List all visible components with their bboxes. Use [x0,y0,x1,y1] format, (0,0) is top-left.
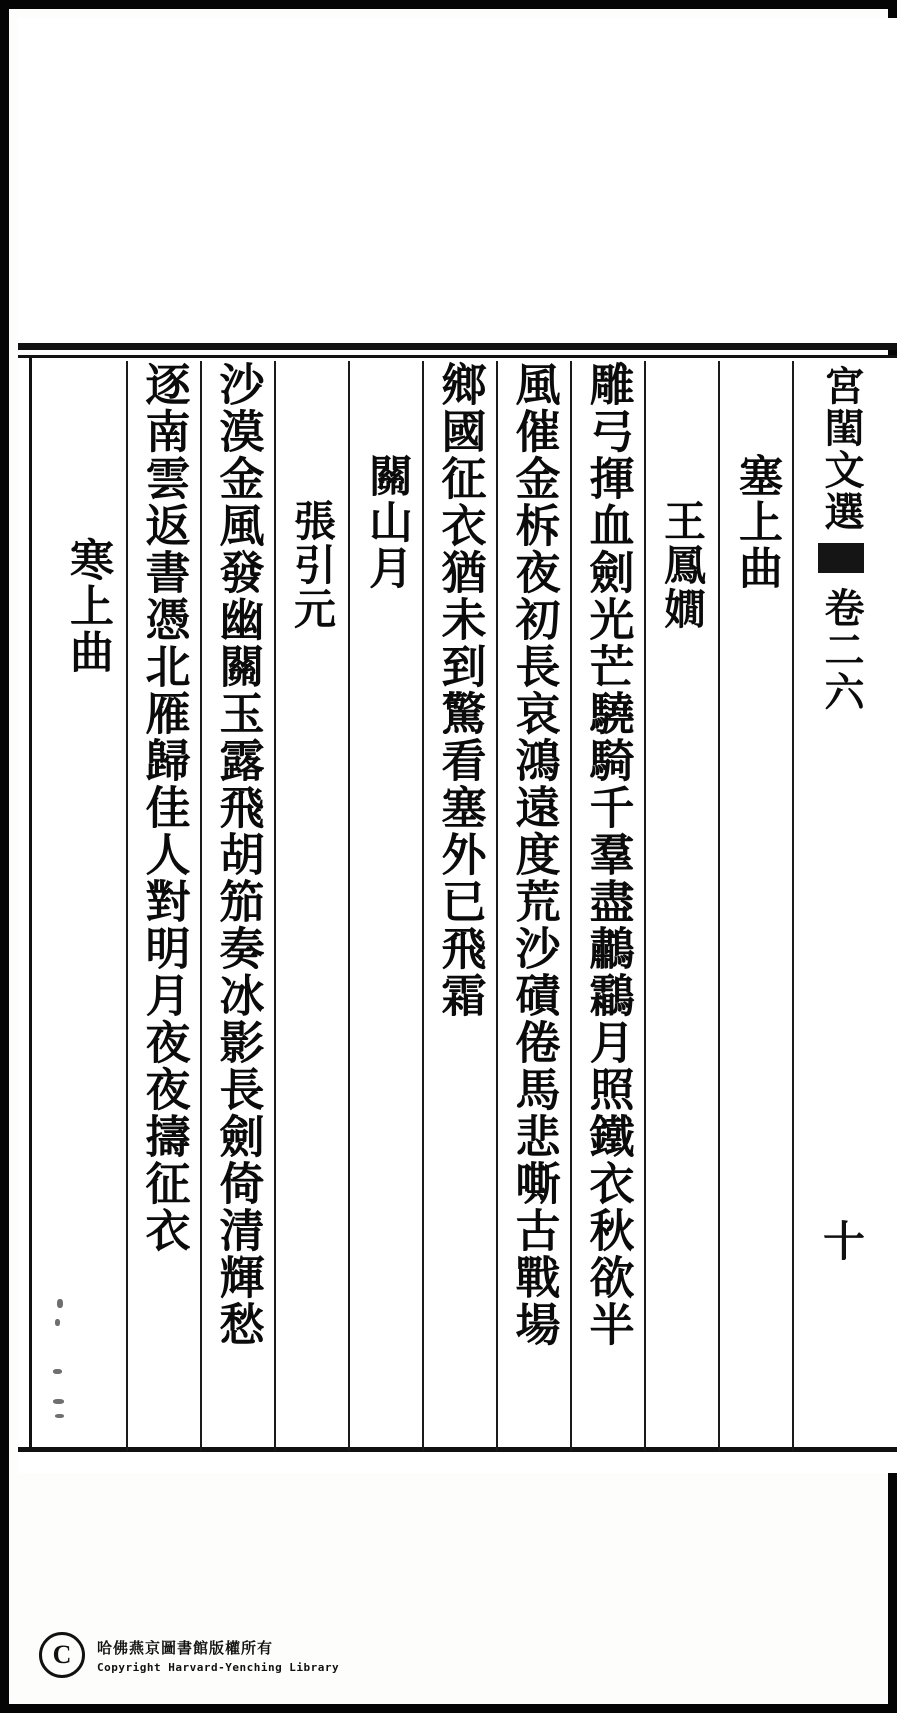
column-verse-2 [496,361,570,1451]
author-name-text: 王鳳嫺 [658,499,707,631]
copyright-en-text: Copyright Harvard-Yenching Library [97,1660,340,1674]
column-verse-4 [200,361,274,1451]
column-verse-1 [570,361,644,1451]
verse-line-text: 風催金柝夜初長哀鴻遠度荒沙磧倦馬悲嘶古戰場 [507,361,561,1348]
poem-title-text: 關山月 [361,453,412,591]
paper-speck [55,1414,64,1418]
paper-speck [57,1299,63,1308]
column-author-1 [644,361,718,1451]
banxin-spine-column [792,361,888,1451]
author-name-text: 張引元 [288,499,337,631]
paper-speck [55,1319,60,1326]
verse-line-text: 雕弓揮血劍光芒驍騎千羣盡鷫鸘月照鐵衣秋欲半 [581,361,635,1348]
column-author-2 [274,361,348,1451]
column-poem-title-1 [718,361,792,1451]
library-copyright-stamp [39,1632,339,1678]
page-top-margin [18,18,897,343]
paper-speck [53,1369,62,1374]
column-verse-3 [422,361,496,1451]
verse-line-text: 鄉國征衣猶未到驚看塞外已飛霜 [433,361,487,1019]
verse-line-text: 沙漠金風發幽關玉露飛胡笳奏冰影長劍倚清輝愁 [211,361,265,1348]
column-verse-5 [126,361,200,1451]
copyright-cjk-text: 哈佛燕京圖書館版權所有 [97,1638,274,1657]
verse-line-text: 逐南雲返書憑北雁歸佳人對明月夜夜擣征衣 [137,361,191,1254]
book-title: 宮閨文選 [818,365,865,533]
paper-speck [53,1399,64,1404]
poem-title-text: 寒上曲 [62,537,113,675]
text-columns [27,361,888,1451]
copyright-text-lines [97,1637,339,1674]
spine-bottom-glyph: 十 [817,1219,866,1261]
poem-title-text: 塞上曲 [731,453,782,591]
column-poem-title-2 [348,361,422,1451]
copyright-icon: C [39,1632,85,1678]
frame-top-rule [18,343,897,350]
volume-label: 卷二六 [818,587,865,713]
column-poem-title-3 [48,361,126,1451]
spine-ink-mark [818,543,864,573]
